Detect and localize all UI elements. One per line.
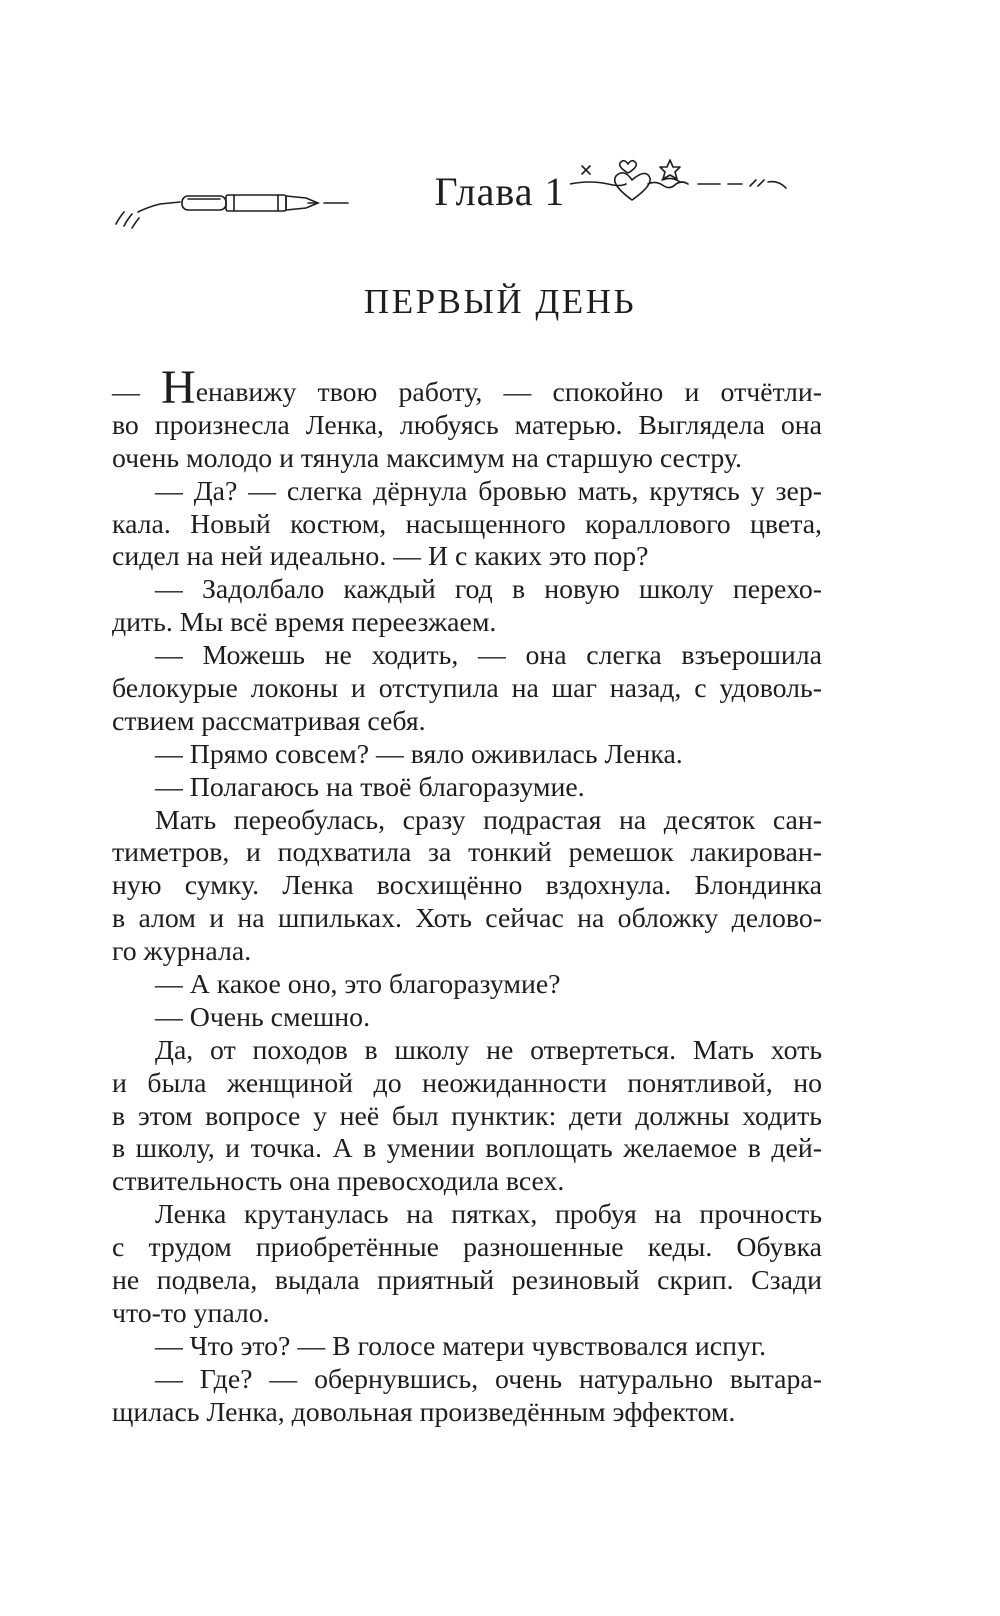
text-line: Да, от походов в школу не отвертеться. Мать хоть xyxy=(155,1034,822,1066)
text-line: очень молодо и тянула максимум на старшую сестру. xyxy=(112,442,742,474)
text-line: белокурые локоны и отступила на шаг назад, с удоволь- xyxy=(112,673,822,705)
text-line: — Задолбало каждый год в новую школу перехо- xyxy=(155,574,822,606)
text-line: ствительность она превосходила всех. xyxy=(112,1166,565,1198)
text-line: с трудом приобретённые разношенные кеды. Обувка xyxy=(112,1232,822,1264)
text-line: кала. Новый костюм, насыщенного кораллового цвета, xyxy=(112,508,822,540)
text-line: — Можешь не ходить, — она слегка взъерошила xyxy=(155,640,822,672)
text-line: в школу, и точка. А в умении воплощать желаемое в дей- xyxy=(112,1133,822,1165)
text-line: и была женщиной до неожиданности понятливой, но xyxy=(112,1067,822,1099)
chapter-title: Глава 1 xyxy=(434,169,566,214)
text-line: — Да? — слегка дёрнула бровью мать, крутясь у зер- xyxy=(155,475,822,507)
text-line: ную сумку. Ленка восхищённо вздохнула. Блондинка xyxy=(112,870,822,902)
text-line: тиметров, и подхватила за тонкий ремешок лакирован- xyxy=(112,837,822,869)
text-line: го журнала. xyxy=(112,936,252,968)
drop-cap: Н xyxy=(161,361,196,414)
text-line xyxy=(112,361,822,414)
text-line: Мать переобулась, сразу подрастая на десяток сан- xyxy=(155,804,822,836)
text-line: что-то упало. xyxy=(112,1297,270,1329)
text-line: — Где? — обернувшись, очень натурально вытара- xyxy=(155,1363,822,1395)
text-line: во произнесла Ленка, любуясь матерью. Выглядела она xyxy=(112,409,822,441)
heart-doodle-icon xyxy=(570,150,900,230)
text-line: щилась Ленка, довольная произведённым эффектом. xyxy=(112,1396,736,1428)
text-line: — Очень смешно. xyxy=(155,1001,371,1033)
chapter-header xyxy=(0,150,1000,230)
text-line: в этом вопросе у неё был пунктик: дети должны ходить xyxy=(112,1100,822,1132)
dash: — xyxy=(112,377,162,408)
text-line: не подвела, выдала приятный резиновый скрип. Сзади xyxy=(112,1265,822,1297)
text-line: дить. Мы всё время переезжаем. xyxy=(112,607,497,639)
text-line: Ленка крутанулась на пятках, пробуя на прочность xyxy=(155,1199,822,1231)
text-line: — Что это? — В голосе матери чувствовался испуг. xyxy=(155,1330,767,1362)
text-line: ствием рассматривая себя. xyxy=(112,705,426,737)
text-line: в алом и на шпильках. Хоть сейчас на обложку делово- xyxy=(112,903,822,935)
text-line-rest: енавижу твою работу, — спокойно и отчётли- xyxy=(195,377,822,408)
chapter-subtitle: ПЕРВЫЙ ДЕНЬ xyxy=(363,282,637,321)
text-line: — Прямо совсем? — вяло оживилась Ленка. xyxy=(155,738,683,770)
text-line: сидел на ней идеально. — И с каких это пор? xyxy=(112,541,649,573)
chapter-text xyxy=(112,361,822,1430)
text-line: — Полагаюсь на твоё благоразумие. xyxy=(155,771,585,803)
text-line: — А какое оно, это благоразумие? xyxy=(155,969,561,1001)
